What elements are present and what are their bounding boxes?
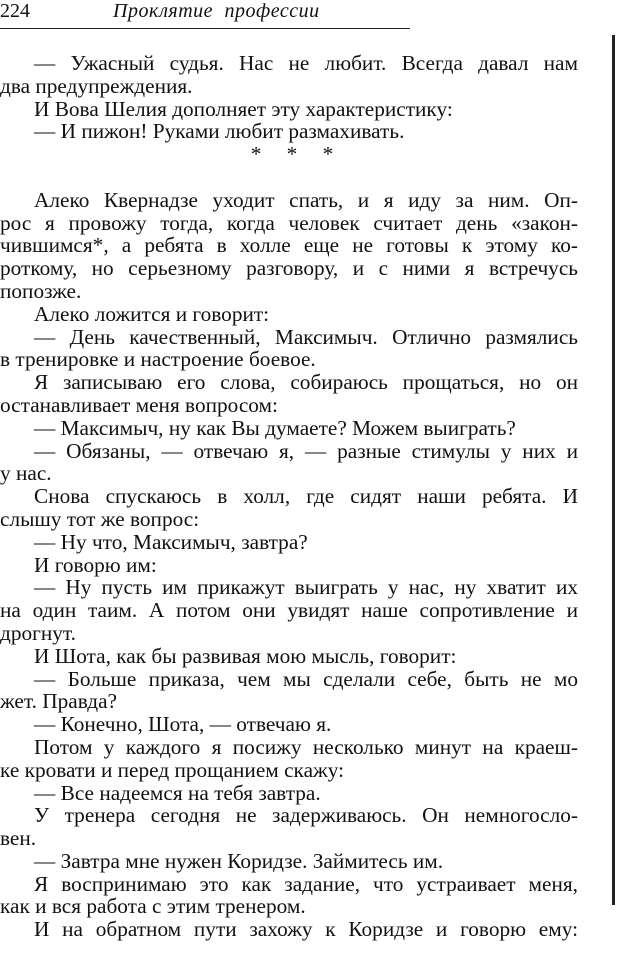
text-line: — И пижон! Руками любит размахивать. — [34, 119, 405, 144]
text-line: два предупреждения. — [0, 73, 193, 98]
text-line: на один таим. А потом они увидят наше сопротивление и — [0, 598, 578, 623]
text-line: — Все надеемся на тебя завтра. — [34, 780, 321, 805]
text-line: — День качественный, Максимыч. Отлично размялись — [34, 324, 578, 349]
text-line: — Ужасный судья. Нас не любит. Всегда давал нам — [34, 51, 578, 75]
text-line: ке кровати и перед прощанием скажу: — [0, 757, 345, 782]
page-number: 224 — [0, 0, 30, 22]
text-line: рос я провожу тогда, когда человек считает день «закон- — [0, 210, 578, 235]
text-line: — Больше приказа, чем мы сделали себе, быть не мо — [34, 666, 578, 691]
text-line: Я воспринимаю это как задание, что устраивает меня, — [34, 871, 578, 896]
text-line: У тренера сегодня не задерживаюсь. Он немногосло- — [34, 803, 578, 828]
text-line: — Максимыч, ну как Вы думаете? Можем выиграть? — [34, 415, 516, 440]
text-line: роткому, но серьезному разговору, и с ними я встречусь — [0, 256, 578, 281]
text-line: дрогнут. — [0, 620, 76, 645]
text-line: — Ну пусть им прикажут выиграть у нас, ну хватит их — [34, 575, 578, 600]
text-line: у нас. — [0, 461, 52, 486]
text-line: в тренировке и настроение боевое. — [0, 347, 316, 372]
text-line: И говорю им: — [34, 552, 157, 577]
text-line: Алеко ложится и говорит: — [34, 301, 270, 326]
body-text — [0, 52, 578, 941]
text-line: Потом у каждого я посижу несколько минут на краеш- — [34, 734, 578, 759]
text-line: Я записываю его слова, собираюсь прощаться, но он — [34, 370, 578, 395]
text-line: — Обязаны, — отвечаю я, — разные стимулы у них и — [34, 438, 578, 463]
text-line: — Конечно, Шота, — отвечаю я. — [34, 712, 332, 737]
text-line: И Вова Шелия дополняет эту характеристику: — [34, 96, 453, 121]
text-line: Снова спускаюсь в холл, где сидят наши ребята. И — [34, 484, 578, 509]
text-line: попозже. — [0, 278, 82, 303]
text-line: чившимся*, а ребята в холле еще не готовы к этому ко- — [0, 233, 578, 258]
text-line: — Ну что, Максимыч, завтра? — [34, 529, 308, 554]
text-line: как и вся работа с этим тренером. — [0, 894, 306, 919]
running-title: Проклятие профессии — [113, 0, 320, 22]
text-line: И на обратном пути захожу к Коридзе и говорю ему: — [34, 917, 578, 942]
text-line: жет. Правда? — [0, 689, 117, 714]
text-line: И Шота, как бы развивая мою мысль, говорит: — [34, 643, 457, 668]
text-line: вен. — [0, 826, 37, 851]
text-line: останавливает меня вопросом: — [0, 392, 278, 417]
section-separator: * * * — [250, 142, 344, 167]
text-line: — Завтра мне нужен Коридзе. Займитесь им. — [34, 848, 444, 873]
text-line: слышу тот же вопрос: — [0, 506, 200, 531]
text-line: Алеко Квернадзе уходит спать, и я иду за ним. Оп- — [34, 187, 578, 212]
running-header — [0, 0, 410, 29]
margin-rule — [612, 35, 615, 905]
